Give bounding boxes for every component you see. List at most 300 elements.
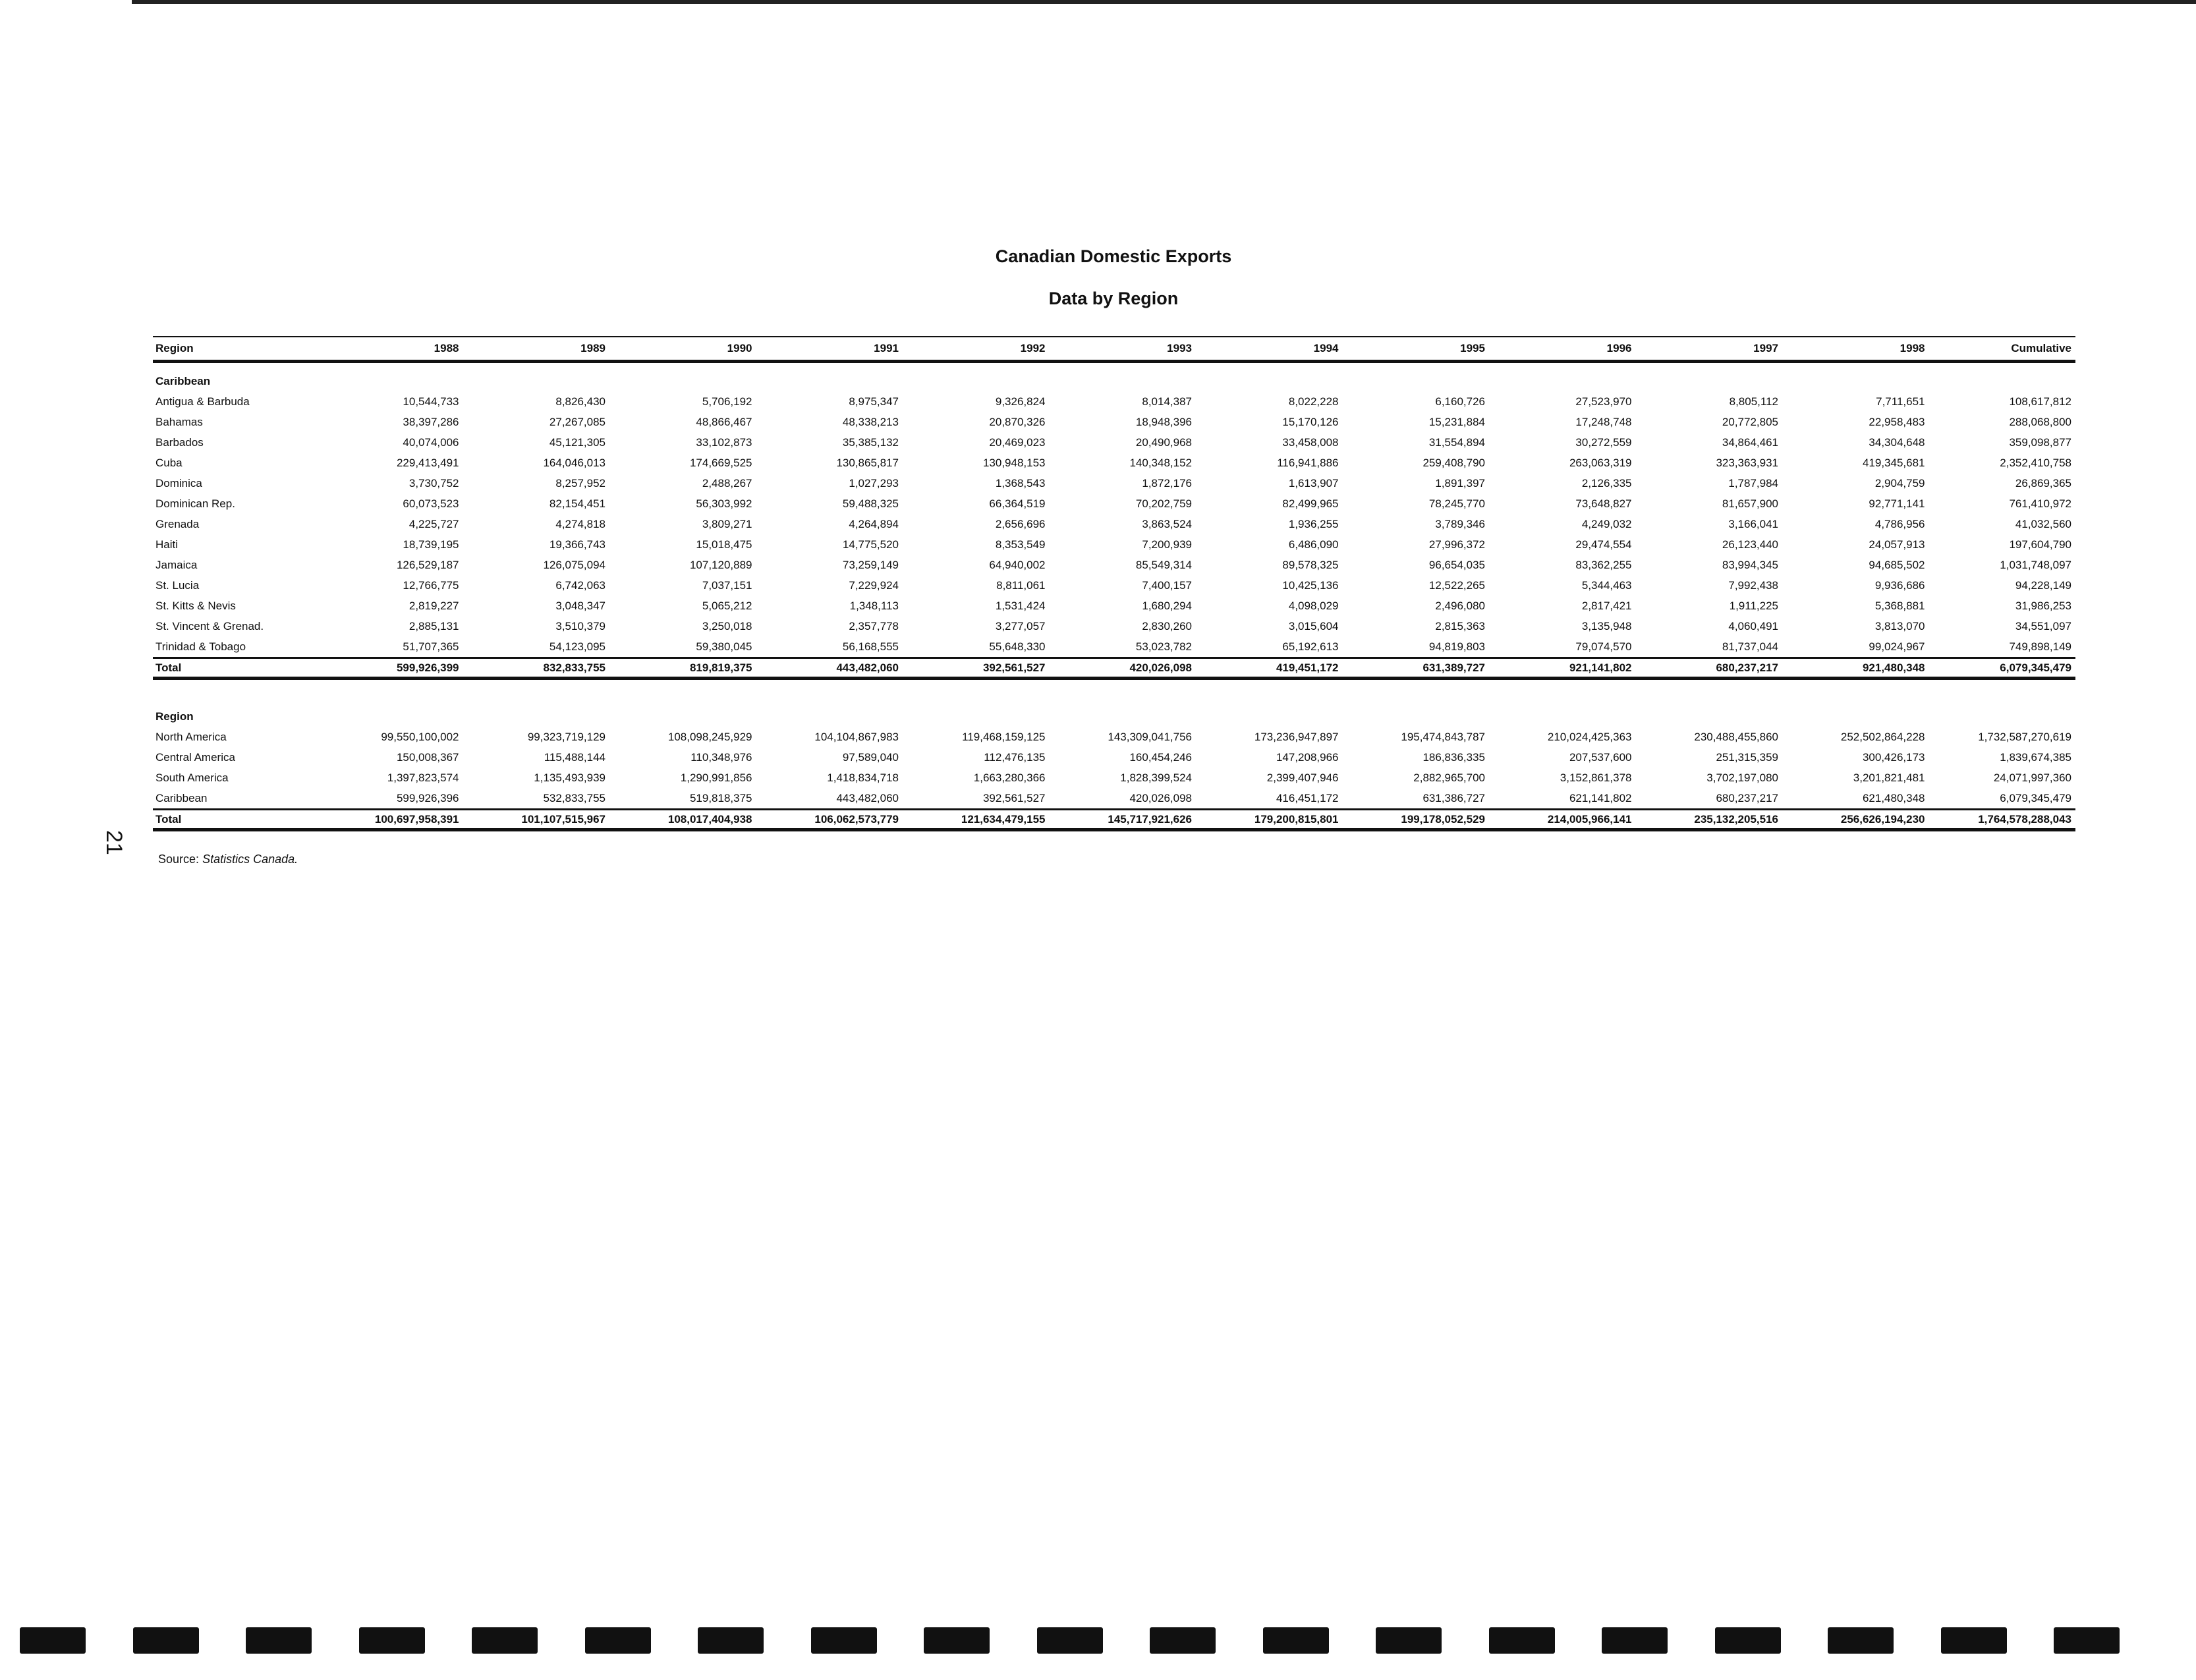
- table-cell: 92,771,141: [1869, 497, 1925, 510]
- table-cell: 26,869,365: [2015, 477, 2071, 490]
- table-cell: 288,068,800: [2009, 416, 2071, 428]
- row-label: Caribbean: [153, 788, 316, 810]
- table-cell: 119,468,159,125: [962, 731, 1046, 743]
- table-cell: 229,413,491: [396, 457, 459, 469]
- table-cell: 30,272,559: [1575, 436, 1632, 449]
- table-cell: 99,024,967: [1782, 636, 1929, 658]
- column-header: 1996: [1489, 337, 1636, 362]
- table-cell: 9,936,686: [1874, 579, 1925, 592]
- total-cell: 235,132,205,516: [1636, 810, 1783, 830]
- table-cell: 1,613,907: [1288, 477, 1339, 490]
- scan-mark: [811, 1627, 877, 1654]
- table-cell: 3,201,821,481: [1853, 771, 1925, 784]
- table-cell: 7,200,939: [1142, 538, 1192, 551]
- total-cell: 6,079,345,479: [1929, 658, 2076, 679]
- table-cell: 48,338,213: [842, 416, 899, 428]
- table-cell: 1,368,543: [995, 477, 1046, 490]
- table-cell: 96,654,035: [1428, 559, 1485, 571]
- table-cell: 26,123,440: [1722, 538, 1778, 551]
- table-cell: 20,469,023: [989, 436, 1046, 449]
- table-cell: 4,225,727: [408, 518, 459, 530]
- table-cell: 48,866,467: [696, 416, 752, 428]
- table-cell: 749,898,149: [1929, 636, 2076, 658]
- total-cell: 832,833,755: [463, 658, 610, 679]
- table-cell: 64,940,002: [989, 559, 1046, 571]
- table-cell: 83,362,255: [1575, 559, 1632, 571]
- table-cell: 3,730,752: [408, 477, 459, 490]
- table-cell: 78,245,770: [1428, 497, 1485, 510]
- table-cell: 108,098,245,929: [667, 731, 752, 743]
- total-cell: 101,107,515,967: [463, 810, 610, 830]
- table-cell: 115,488,144: [544, 751, 605, 764]
- table-cell: 1,397,823,574: [387, 771, 459, 784]
- scan-mark: [1489, 1627, 1555, 1654]
- table-cell: 4,264,894: [849, 518, 899, 530]
- total-cell: 100,697,958,391: [316, 810, 463, 830]
- table-cell: 99,550,100,002: [381, 731, 459, 743]
- table-cell: 392,561,527: [903, 788, 1050, 810]
- table-cell: 4,098,029: [1288, 600, 1339, 612]
- table-row: [153, 788, 2075, 810]
- table-cell: 2,819,227: [408, 600, 459, 612]
- total-cell: 199,178,052,529: [1343, 810, 1490, 830]
- total-cell: 392,561,527: [903, 658, 1050, 679]
- scan-mark: [20, 1627, 86, 1654]
- table-cell: 259,408,790: [1422, 457, 1485, 469]
- total-cell: 419,451,172: [1196, 658, 1343, 679]
- table-cell: 263,063,319: [1569, 457, 1632, 469]
- table-cell: 3,250,018: [702, 620, 752, 632]
- scan-mark: [1376, 1627, 1442, 1654]
- total-cell: 599,926,399: [316, 658, 463, 679]
- table-cell: 89,578,325: [1282, 559, 1339, 571]
- table-cell: 761,410,972: [2009, 497, 2071, 510]
- total-cell: 680,237,217: [1636, 658, 1783, 679]
- column-header-region: Region: [153, 337, 316, 362]
- table-cell: 56,303,992: [696, 497, 752, 510]
- table-row: [153, 555, 2075, 575]
- table-header-row: [153, 337, 2075, 362]
- table-cell: 83,994,345: [1722, 559, 1778, 571]
- table-cell: 3,152,861,378: [1560, 771, 1632, 784]
- table-cell: 70,202,759: [1135, 497, 1192, 510]
- column-header: 1992: [903, 337, 1050, 362]
- table-cell: 3,015,604: [1288, 620, 1339, 632]
- table-row: [153, 493, 2075, 514]
- table-cell: 8,805,112: [1729, 395, 1778, 408]
- source-label: Source:: [158, 853, 200, 866]
- table-cell: 20,490,968: [1135, 436, 1192, 449]
- page-number: 21: [101, 830, 127, 855]
- table-cell: 2,882,965,700: [1413, 771, 1485, 784]
- scan-mark: [924, 1627, 990, 1654]
- table-cell: 1,911,225: [1729, 600, 1778, 612]
- table-cell: 17,248,748: [1575, 416, 1632, 428]
- table-cell: 38,397,286: [403, 416, 459, 428]
- table-cell: 65,192,613: [1196, 636, 1343, 658]
- scan-mark: [1828, 1627, 1894, 1654]
- table-cell: 174,669,525: [689, 457, 752, 469]
- table-cell: 4,786,956: [1874, 518, 1925, 530]
- total-cell: 819,819,375: [609, 658, 756, 679]
- table-cell: 82,154,451: [549, 497, 605, 510]
- table-cell: 110,348,976: [690, 751, 752, 764]
- total-label: Total: [153, 810, 316, 830]
- table-cell: 419,345,681: [1862, 457, 1925, 469]
- table-cell: 130,948,153: [982, 457, 1046, 469]
- table-cell: 5,344,463: [1581, 579, 1632, 592]
- table-cell: 33,458,008: [1282, 436, 1339, 449]
- table-cell: 35,385,132: [842, 436, 899, 449]
- table-cell: 1,936,255: [1288, 518, 1339, 530]
- total-cell: 108,017,404,938: [609, 810, 756, 830]
- table-cell: 7,229,924: [849, 579, 899, 592]
- table-cell: 1,418,834,718: [827, 771, 899, 784]
- table-cell: 2,496,080: [1435, 600, 1485, 612]
- scan-mark: [585, 1627, 651, 1654]
- column-header: 1994: [1196, 337, 1343, 362]
- scan-mark: [1150, 1627, 1216, 1654]
- table-cell: 66,364,519: [989, 497, 1046, 510]
- total-cell: 106,062,573,779: [756, 810, 903, 830]
- table-cell: 416,451,172: [1196, 788, 1343, 810]
- table-cell: 126,075,094: [543, 559, 605, 571]
- section-header-row: [153, 706, 2075, 727]
- total-cell: 256,626,194,230: [1782, 810, 1929, 830]
- total-cell: 921,480,348: [1782, 658, 1929, 679]
- column-header: 1988: [316, 337, 463, 362]
- table-cell: 112,476,135: [984, 751, 1046, 764]
- table-cell: 4,274,818: [555, 518, 605, 530]
- table-cell: 94,685,502: [1869, 559, 1925, 571]
- table-cell: 99,323,719,129: [527, 731, 605, 743]
- section-header-row: [153, 371, 2075, 391]
- total-row: [153, 658, 2075, 679]
- row-label: North America: [155, 731, 227, 743]
- table-cell: 1,839,674,385: [2000, 751, 2071, 764]
- table-cell: 31,554,894: [1428, 436, 1485, 449]
- table-cell: 9,326,824: [995, 395, 1046, 408]
- page-subtitle: Data by Region: [1048, 289, 1179, 308]
- table-cell: 7,711,651: [1876, 395, 1925, 408]
- table-cell: 3,809,271: [702, 518, 752, 530]
- table-cell: 443,482,060: [756, 788, 903, 810]
- table-cell: 14,775,520: [842, 538, 899, 551]
- row-label: St. Vincent & Grenad.: [155, 620, 264, 632]
- table-cell: 1,031,748,097: [2000, 559, 2071, 571]
- row-label: Cuba: [155, 457, 183, 469]
- scan-mark: [359, 1627, 425, 1654]
- row-label: Dominican Rep.: [155, 497, 235, 510]
- table-cell: 53,023,782: [1050, 636, 1197, 658]
- table-row: [153, 412, 2075, 432]
- table-cell: 197,604,790: [2009, 538, 2071, 551]
- table-cell: 116,941,886: [1277, 457, 1339, 469]
- table-cell: 8,975,347: [849, 395, 899, 408]
- table-cell: 79,074,570: [1489, 636, 1636, 658]
- table-cell: 22,958,483: [1869, 416, 1925, 428]
- table-cell: 73,648,827: [1575, 497, 1632, 510]
- section-label: Caribbean: [155, 375, 211, 387]
- row-label: South America: [155, 771, 229, 784]
- scan-marks: [20, 1627, 2181, 1660]
- table-cell: 2,352,410,758: [2000, 457, 2071, 469]
- table-cell: 186,836,335: [1422, 751, 1485, 764]
- table-cell: 24,057,913: [1869, 538, 1925, 551]
- section-label: Region: [155, 710, 194, 723]
- table-cell: 5,368,881: [1874, 600, 1925, 612]
- table-cell: 532,833,755: [463, 788, 610, 810]
- table-cell: 8,022,228: [1288, 395, 1339, 408]
- table-cell: 126,529,187: [396, 559, 459, 571]
- table-cell: 8,353,549: [995, 538, 1046, 551]
- column-header: 1990: [609, 337, 756, 362]
- scan-mark: [1715, 1627, 1781, 1654]
- table-cell: 51,707,365: [316, 636, 463, 658]
- table-cell: 41,032,560: [2015, 518, 2071, 530]
- table-cell: 6,079,345,479: [1929, 788, 2076, 810]
- table-cell: 15,231,884: [1428, 416, 1485, 428]
- row-label: Trinidad & Tobago: [153, 636, 316, 658]
- table-row: [153, 747, 2075, 768]
- table-cell: 210,024,425,363: [1547, 731, 1632, 743]
- column-header: 1991: [756, 337, 903, 362]
- total-cell: 443,482,060: [756, 658, 903, 679]
- table-cell: 2,488,267: [702, 477, 752, 490]
- table-cell: 300,426,173: [1862, 751, 1925, 764]
- table-cell: 20,772,805: [1722, 416, 1778, 428]
- table-cell: 34,864,461: [1722, 436, 1778, 449]
- table-cell: 251,315,359: [1716, 751, 1778, 764]
- table-cell: 94,228,149: [2015, 579, 2071, 592]
- table-cell: 55,648,330: [903, 636, 1050, 658]
- scan-mark: [133, 1627, 199, 1654]
- table-cell: 3,789,346: [1435, 518, 1485, 530]
- table-cell: 2,126,335: [1581, 477, 1632, 490]
- table-cell: 143,309,041,756: [1108, 731, 1192, 743]
- table-cell: 10,544,733: [403, 395, 459, 408]
- table-cell: 130,865,817: [836, 457, 899, 469]
- row-label: St. Kitts & Nevis: [155, 600, 236, 612]
- table-row: [153, 432, 2075, 453]
- table-cell: 6,160,726: [1435, 395, 1485, 408]
- table-cell: 2,656,696: [995, 518, 1046, 530]
- row-label: Barbados: [155, 436, 204, 449]
- table-cell: 173,236,947,897: [1254, 731, 1339, 743]
- total-cell: 145,717,921,626: [1050, 810, 1197, 830]
- table-cell: 164,046,013: [543, 457, 605, 469]
- table-row: [153, 514, 2075, 534]
- table-cell: 160,454,246: [1129, 751, 1192, 764]
- table-cell: 147,208,966: [1276, 751, 1339, 764]
- table-cell: 5,706,192: [702, 395, 752, 408]
- table-cell: 27,267,085: [549, 416, 605, 428]
- scan-mark: [1263, 1627, 1329, 1654]
- table-cell: 7,992,438: [1728, 579, 1778, 592]
- table-cell: 31,986,253: [2015, 600, 2071, 612]
- table-cell: 1,027,293: [849, 477, 899, 490]
- table-cell: 323,363,931: [1716, 457, 1778, 469]
- table-cell: 1,135,493,939: [534, 771, 605, 784]
- table-cell: 18,739,195: [403, 538, 459, 551]
- table-cell: 2,815,363: [1435, 620, 1485, 632]
- table-cell: 59,380,045: [609, 636, 756, 658]
- column-header: 1997: [1636, 337, 1783, 362]
- table-cell: 140,348,152: [1129, 457, 1192, 469]
- table-cell: 3,863,524: [1142, 518, 1192, 530]
- table-cell: 82,499,965: [1282, 497, 1339, 510]
- table-cell: 108,617,812: [2009, 395, 2071, 408]
- table-cell: 621,141,802: [1489, 788, 1636, 810]
- table-cell: 56,168,555: [756, 636, 903, 658]
- table-row: [153, 534, 2075, 555]
- total-row: [153, 810, 2075, 830]
- table-cell: 6,742,063: [555, 579, 605, 592]
- total-cell: 420,026,098: [1050, 658, 1197, 679]
- scan-mark: [698, 1627, 764, 1654]
- table-cell: 3,510,379: [555, 620, 605, 632]
- table-cell: 3,135,948: [1581, 620, 1632, 632]
- source-value: Statistics Canada.: [202, 853, 298, 866]
- table-row: [153, 473, 2075, 493]
- column-header: 1995: [1343, 337, 1490, 362]
- table-cell: 8,014,387: [1142, 395, 1192, 408]
- table-cell: 8,826,430: [555, 395, 605, 408]
- column-header: 1989: [463, 337, 610, 362]
- table-cell: 230,488,455,860: [1694, 731, 1778, 743]
- table-cell: 12,766,775: [403, 579, 459, 592]
- scan-mark: [2054, 1627, 2120, 1654]
- total-cell: 121,634,479,155: [903, 810, 1050, 830]
- table-cell: 1,290,991,856: [680, 771, 752, 784]
- table-cell: 7,400,157: [1142, 579, 1192, 592]
- table-cell: 3,277,057: [995, 620, 1046, 632]
- table-cell: 1,348,113: [849, 600, 899, 612]
- table-cell: 2,817,421: [1581, 600, 1632, 612]
- table-cell: 1,891,397: [1435, 477, 1485, 490]
- row-label: St. Lucia: [155, 579, 200, 592]
- top-border: [132, 0, 2196, 4]
- table-cell: 680,237,217: [1636, 788, 1783, 810]
- table-cell: 1,872,176: [1142, 477, 1192, 490]
- table-cell: 150,008,367: [396, 751, 459, 764]
- table-cell: 34,551,097: [2015, 620, 2071, 632]
- scan-mark: [1941, 1627, 2007, 1654]
- row-label: Jamaica: [155, 559, 198, 571]
- table-cell: 359,098,877: [2009, 436, 2071, 449]
- source-note: [158, 853, 298, 866]
- scan-mark: [1037, 1627, 1103, 1654]
- column-header: 1998: [1782, 337, 1929, 362]
- table-cell: 59,488,325: [842, 497, 899, 510]
- table-row: [153, 575, 2075, 596]
- table-cell: 29,474,554: [1575, 538, 1632, 551]
- caribbean-table: [153, 336, 2075, 680]
- table-cell: 1,663,280,366: [973, 771, 1046, 784]
- table-row: [153, 768, 2075, 788]
- table-cell: 2,904,759: [1874, 477, 1925, 490]
- table-cell: 4,060,491: [1728, 620, 1778, 632]
- page-title: Canadian Domestic Exports: [995, 246, 1232, 266]
- table-row: [153, 616, 2075, 636]
- table-cell: 1,828,399,524: [1120, 771, 1192, 784]
- table-cell: 3,702,197,080: [1706, 771, 1778, 784]
- table-cell: 27,523,970: [1575, 395, 1632, 408]
- table-cell: 18,948,396: [1135, 416, 1192, 428]
- table-cell: 20,870,326: [989, 416, 1046, 428]
- table-row: [153, 391, 2075, 412]
- table-cell: 6,486,090: [1288, 538, 1339, 551]
- table-row: [153, 596, 2075, 616]
- table-cell: 195,474,843,787: [1401, 731, 1485, 743]
- table-cell: 2,830,260: [1142, 620, 1192, 632]
- table-cell: 107,120,889: [689, 559, 752, 571]
- row-label: Central America: [155, 751, 235, 764]
- table-cell: 15,170,126: [1282, 416, 1339, 428]
- table-cell: 8,811,061: [996, 579, 1046, 592]
- column-header: 1993: [1050, 337, 1197, 362]
- total-cell: 214,005,966,141: [1489, 810, 1636, 830]
- scan-mark: [472, 1627, 538, 1654]
- table-cell: 60,073,523: [403, 497, 459, 510]
- table-cell: 420,026,098: [1050, 788, 1197, 810]
- table-cell: 40,074,006: [403, 436, 459, 449]
- spacer-row: [153, 362, 2075, 372]
- table-cell: 73,259,149: [842, 559, 899, 571]
- table-cell: 19,366,743: [549, 538, 605, 551]
- row-label: Bahamas: [155, 416, 203, 428]
- table-cell: 1,732,587,270,619: [1978, 731, 2071, 743]
- table-cell: 33,102,873: [696, 436, 752, 449]
- row-label: Antigua & Barbuda: [155, 395, 250, 408]
- table-cell: 24,071,997,360: [1993, 771, 2071, 784]
- table-cell: 54,123,095: [463, 636, 610, 658]
- table-cell: 34,304,648: [1869, 436, 1925, 449]
- total-cell: 179,200,815,801: [1196, 810, 1343, 830]
- table-cell: 8,257,952: [555, 477, 605, 490]
- table-cell: 2,885,131: [408, 620, 459, 632]
- table-cell: 3,813,070: [1874, 620, 1925, 632]
- table-cell: 1,787,984: [1728, 477, 1778, 490]
- column-header: Cumulative: [1929, 337, 2076, 362]
- table-cell: 104,104,867,983: [814, 731, 899, 743]
- row-label: Haiti: [155, 538, 179, 551]
- table-cell: 3,166,041: [1728, 518, 1778, 530]
- table-cell: 81,737,044: [1636, 636, 1783, 658]
- table-cell: 97,589,040: [842, 751, 899, 764]
- table-cell: 94,819,803: [1343, 636, 1490, 658]
- table-cell: 207,537,600: [1569, 751, 1632, 764]
- table-cell: 7,037,151: [702, 579, 752, 592]
- table-cell: 631,386,727: [1343, 788, 1490, 810]
- table-cell: 10,425,136: [1282, 579, 1339, 592]
- table-cell: 4,249,032: [1581, 518, 1632, 530]
- table-cell: 12,522,265: [1428, 579, 1485, 592]
- total-cell: 1,764,578,288,043: [1929, 810, 2076, 830]
- table-row: [153, 727, 2075, 747]
- table-cell: 15,018,475: [696, 538, 752, 551]
- scan-mark: [1602, 1627, 1668, 1654]
- table-cell: 2,399,407,946: [1266, 771, 1339, 784]
- table-cell: 1,531,424: [995, 600, 1046, 612]
- table-cell: 3,048,347: [555, 600, 605, 612]
- scan-mark: [246, 1627, 312, 1654]
- table-cell: 27,996,372: [1428, 538, 1485, 551]
- table-cell: 599,926,396: [316, 788, 463, 810]
- total-label: Total: [153, 658, 316, 679]
- table-cell: 45,121,305: [549, 436, 605, 449]
- table-row: [153, 636, 2075, 658]
